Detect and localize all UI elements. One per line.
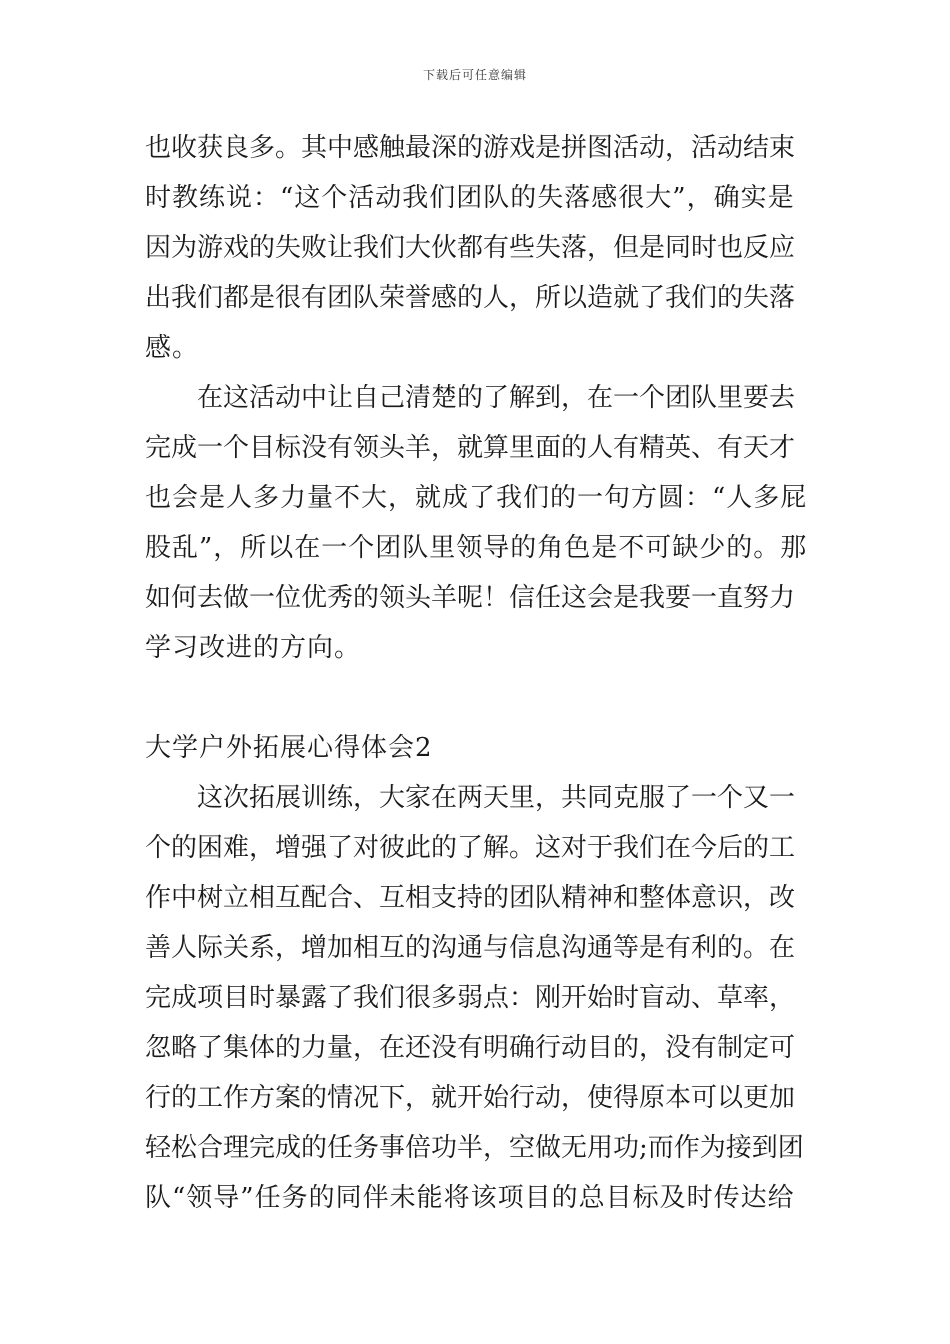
text-line: 因为游戏的失败让我们大伙都有些失落，但是同时也反应 bbox=[145, 233, 796, 263]
page-header: 下载后可任意编辑 bbox=[422, 68, 527, 82]
text-line: 也收获良多。其中感触最深的游戏是拼图活动，活动结束 bbox=[145, 133, 796, 163]
text-line: 队“领导”任务的同伴未能将该项目的总目标及时传达给 bbox=[145, 1183, 795, 1213]
text-line: 完成项目时暴露了我们很多弱点：刚开始时盲动、草率， bbox=[145, 983, 796, 1013]
text-line: 作中树立相互配合、互相支持的团队精神和整体意识，改 bbox=[145, 883, 796, 913]
text-line: 如何去做一位优秀的领头羊呢！信任这会是我要一直努力 bbox=[145, 583, 796, 613]
text-line: 也会是人多力量不大，就成了我们的一句方圆：“人多屁 bbox=[145, 483, 808, 513]
text-line: 股乱”，所以在一个团队里领导的角色是不可缺少的。那 bbox=[145, 533, 808, 563]
text-line: 善人际关系，增加相互的沟通与信息沟通等是有利的。在 bbox=[145, 933, 796, 963]
text-line: 完成一个目标没有领头羊，就算里面的人有精英、有天才 bbox=[145, 433, 796, 463]
text-line: 出我们都是很有团队荣誉感的人，所以造就了我们的失落 bbox=[145, 283, 796, 313]
text-line: 忽略了集体的力量，在还没有明确行动目的，没有制定可 bbox=[145, 1033, 796, 1063]
text-line: 时教练说：“这个活动我们团队的失落感很大”，确实是 bbox=[145, 183, 795, 213]
text-line: 个的困难，增强了对彼此的了解。这对于我们在今后的工 bbox=[145, 833, 796, 863]
section-heading: 大学户外拓展心得体会2 bbox=[145, 733, 433, 763]
text-line: 感。 bbox=[145, 333, 200, 363]
text-line: 轻松合理完成的任务事倍功半，空做无用功;而作为接到团 bbox=[145, 1133, 804, 1163]
text-line: 这次拓展训练，大家在两天里，共同克服了一个又一 bbox=[145, 783, 796, 813]
text-line: 行的工作方案的情况下，就开始行动，使得原本可以更加 bbox=[145, 1083, 796, 1113]
text-line: 在这活动中让自己清楚的了解到，在一个团队里要去 bbox=[145, 383, 796, 413]
text-line: 学习改进的方向。 bbox=[145, 633, 362, 663]
